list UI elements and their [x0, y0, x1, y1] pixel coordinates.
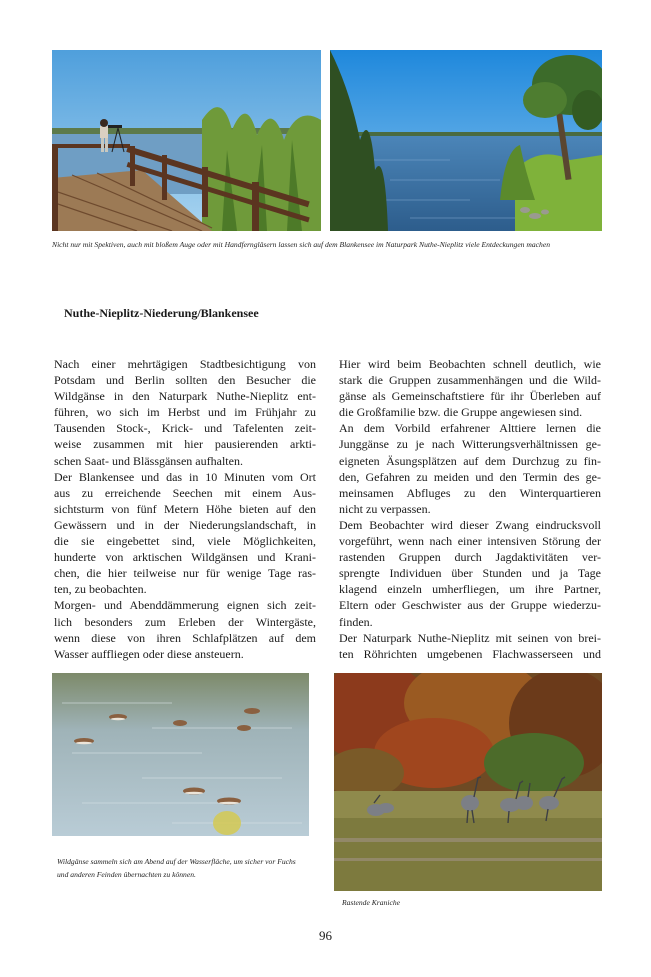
text-line: nicht zu verpassen.: [339, 501, 431, 516]
text-line: Potsdam und Berlin sollten den Besucher die: [54, 373, 316, 388]
text-line: gänse als Gemeinschaftstiere für ihr Überleben auf: [339, 389, 601, 404]
text-line: Der Naturpark Nuthe-Nieplitz mit seinen von brei-: [339, 630, 601, 645]
section-heading: Nuthe-Nieplitz-Niederung/Blankensee: [64, 306, 259, 320]
text-line: chen, die hier teilweise nur für wenige Tage ras-: [54, 566, 316, 581]
text-line: klagend einzeln umherfliegen, um ihre Partner,: [339, 582, 601, 597]
photo-boardwalk-observer: [52, 50, 321, 231]
text-line: Gewässern und in der Niederungslandschaft, in: [54, 517, 316, 532]
text-line: lich besonders zum Erleben der Wintergäste,: [54, 614, 316, 629]
text-line: die sie eingebettet sind, viele Möglichkeiten,: [54, 534, 316, 549]
text-line: An dem Vorbild erfahrener Alttiere lernen die: [339, 421, 601, 436]
text-line: ten Röhrichten umgebenen Flachwasserseen und: [339, 646, 601, 661]
caption-cranes: Rastende Kraniche: [342, 898, 400, 907]
text-line: finden.: [339, 614, 373, 629]
text-line: eigneten Äsungsplätzen auf dem Durchzug zu fin-: [339, 453, 601, 468]
text-line: die Großfamilie bzw. die Gruppe angewiesen sind.: [339, 405, 583, 420]
text-line: Wasser auffliegen oder diese ansteuern.: [54, 646, 244, 661]
text-line: aus zu erreichende Seechen mit einem Aus-: [54, 485, 316, 500]
text-line: Tausenden Stock-, Krick- und Tafelenten zeit-: [54, 421, 316, 436]
text-column-left: [54, 356, 316, 662]
text-line: sichtsturm von fünf Metern Höhe bieten auf den: [54, 501, 316, 516]
text-column-right: [339, 356, 601, 662]
text-line: führen, wo sich im Herbst und im Frühjahr zu: [54, 405, 316, 420]
text-line: Hier wird beim Beobachten schnell deutlich, wie: [339, 357, 601, 371]
text-line: weise zusammen mit hier pausierenden arkti-: [54, 437, 316, 452]
text-line: Junggänse zu je nach Witterungsverhältnissen ge-: [339, 437, 601, 452]
page-number: 96: [319, 928, 332, 943]
text-line: Wildgänse in den Naturpark Nuthe-Nieplitz ent-: [54, 389, 316, 404]
photo-geese-on-water: [52, 673, 309, 836]
text-line: Dem Beobachter wird dieser Zwang eindrucksvoll: [339, 517, 601, 532]
text-line: ten, zu beobachten.: [54, 582, 147, 597]
text-line: Nach einer mehrtägigen Stadtbesichtigung von: [54, 357, 316, 371]
text-line: schen Saat- und Blässgänsen aufhalten.: [54, 453, 243, 468]
text-line: Morgen- und Abenddämmerung eignen sich zeit-: [54, 598, 316, 613]
caption-geese: Wildgänse sammeln sich am Abend auf der Wasserfläche, um sicher vor Fuchs und anderen Feinden übernachten zu können.: [57, 857, 296, 879]
text-line: vorgeführt, wenn nach einer intensiven Störung der: [339, 534, 601, 549]
caption-top-photos: Nicht nur mit Spektiven, auch mit bloßem Auge oder mit Handferngläsern lassen sich auf dem Blankensee im Naturpark Nuthe-Nieplitz viele Entdeckungen machen: [52, 240, 550, 249]
text-line: den, Gefahren zu meiden und den Termin des ge-: [339, 469, 601, 484]
photo-resting-cranes: [334, 673, 602, 891]
text-line: wenn diese von ihren Schlafplätzen auf dem: [54, 630, 316, 645]
text-line: rastenden Gruppen durch Jagdaktivitäten ver-: [339, 550, 601, 565]
text-line: meinsamen Abfluges zu den Winterquartieren: [339, 485, 601, 500]
photo-lake-tree: [330, 50, 602, 231]
text-line: Eltern oder Geschwister aus der Gruppe wiederzu-: [339, 598, 601, 613]
text-line: Der Blankensee und das in 10 Minuten vom Ort: [54, 469, 316, 484]
text-line: sprengte Individuen über Stunden und ja Tage: [339, 566, 601, 581]
text-line: hunderte von arktischen Wildgänsen und Krani-: [54, 550, 316, 565]
text-line: stark die Gruppen zusammenhängen und die Wild-: [339, 373, 601, 388]
